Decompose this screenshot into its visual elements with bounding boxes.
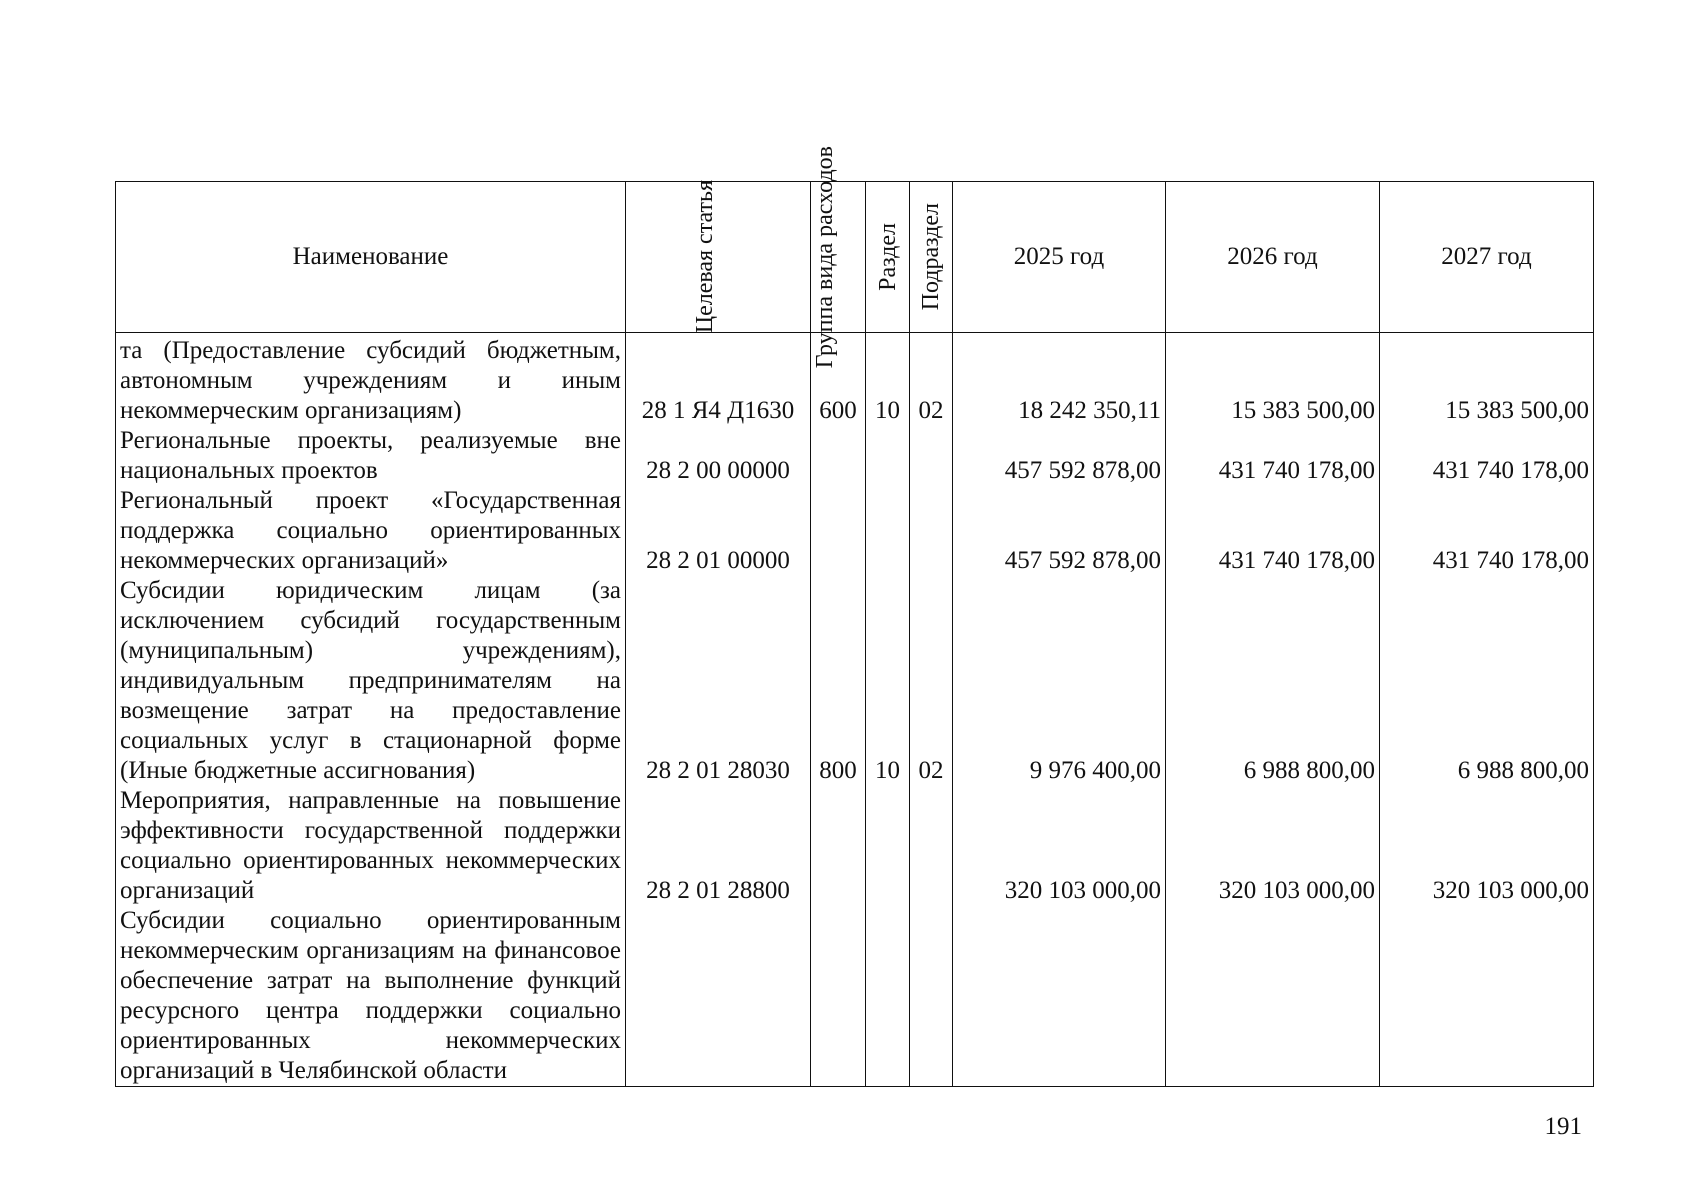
row-section bbox=[866, 426, 910, 486]
row-target-article: 28 2 01 28030 bbox=[626, 576, 811, 786]
row-target-article: 28 2 00 00000 bbox=[626, 426, 811, 486]
row-expense-group bbox=[811, 786, 866, 906]
row-section: 10 bbox=[866, 576, 910, 786]
row-subsection bbox=[910, 426, 953, 486]
row-section: 10 bbox=[866, 333, 910, 427]
header-target-article: Целевая статья bbox=[626, 182, 811, 333]
row-amount-2027: 6 988 800,00 bbox=[1380, 576, 1594, 786]
page-number: 191 bbox=[1544, 1113, 1582, 1140]
row-amount-2026: 6 988 800,00 bbox=[1166, 576, 1380, 786]
row-amount-2027: 15 383 500,00 bbox=[1380, 333, 1594, 427]
row-amount-2026: 15 383 500,00 bbox=[1166, 333, 1380, 427]
row-target-article: 28 2 01 00000 bbox=[626, 486, 811, 576]
row-amount-2025: 9 976 400,00 bbox=[953, 576, 1166, 786]
row-amount-2026: 431 740 178,00 bbox=[1166, 486, 1380, 576]
row-amount-2026: 431 740 178,00 bbox=[1166, 426, 1380, 486]
header-2026: 2026 год bbox=[1166, 182, 1380, 333]
row-amount-2027: 320 103 000,00 bbox=[1380, 786, 1594, 906]
row-amount-2025: 457 592 878,00 bbox=[953, 426, 1166, 486]
row-name: Региональные проекты, реализуемые вне национальных проектов bbox=[116, 426, 626, 486]
table-row bbox=[116, 906, 1594, 1087]
row-name: Субсидии социально ориентированным некоммерческим организациям на финансовое обеспечение затрат на выполнение функций ресурсного центра поддержки социально ориентированных некоммерческих организаций в Челябинской области bbox=[116, 906, 626, 1087]
row-name: Мероприятия, направленные на повышение эффективности государственной поддержки социально ориентированных некоммерческих организаций bbox=[116, 786, 626, 906]
row-section bbox=[866, 486, 910, 576]
row-subsection bbox=[910, 786, 953, 906]
table-row bbox=[116, 786, 1594, 906]
row-target-article: 28 1 Я4 Д1630 bbox=[626, 333, 811, 427]
row-subsection: 02 bbox=[910, 576, 953, 786]
row-amount-2026: 320 103 000,00 bbox=[1166, 786, 1380, 906]
table-row bbox=[116, 426, 1594, 486]
row-expense-group bbox=[811, 486, 866, 576]
row-amount-2027: 431 740 178,00 bbox=[1380, 426, 1594, 486]
header-2025: 2025 год bbox=[953, 182, 1166, 333]
row-expense-group bbox=[811, 906, 866, 1087]
table-header-row bbox=[116, 182, 1594, 333]
row-name: та (Предоставление субсидий бюджетным, автономным учреждениям и иным некоммерческим организациям) bbox=[116, 333, 626, 427]
row-amount-2025 bbox=[953, 906, 1166, 1087]
header-section: Раздел bbox=[866, 182, 910, 333]
row-target-article: 28 2 01 28800 bbox=[626, 786, 811, 906]
row-subsection bbox=[910, 906, 953, 1087]
row-amount-2027: 431 740 178,00 bbox=[1380, 486, 1594, 576]
row-section bbox=[866, 786, 910, 906]
row-amount-2027 bbox=[1380, 906, 1594, 1087]
row-expense-group: 800 bbox=[811, 576, 866, 786]
row-name: Субсидии юридическим лицам (за исключением субсидий государственным (муниципальным) учреждениям), индивидуальным предпринимателям на возмещение затрат на предоставление социальных услуг в стационарной форме (Иные бюджетные ассигнования) bbox=[116, 576, 626, 786]
row-amount-2026 bbox=[1166, 906, 1380, 1087]
header-subsection: Подраздел bbox=[910, 182, 953, 333]
table-row bbox=[116, 576, 1594, 786]
row-section bbox=[866, 906, 910, 1087]
row-expense-group bbox=[811, 426, 866, 486]
row-expense-group: 600 bbox=[811, 333, 866, 427]
row-name: Региональный проект «Государственная поддержка социально ориентированных некоммерческих организаций» bbox=[116, 486, 626, 576]
row-amount-2025: 18 242 350,11 bbox=[953, 333, 1166, 427]
row-subsection: 02 bbox=[910, 333, 953, 427]
row-amount-2025: 320 103 000,00 bbox=[953, 786, 1166, 906]
row-target-article bbox=[626, 906, 811, 1087]
header-name: Наименование bbox=[116, 182, 626, 333]
header-expense-group: Группа вида расходов bbox=[811, 182, 866, 333]
budget-table bbox=[115, 145, 1594, 1087]
row-amount-2025: 457 592 878,00 bbox=[953, 486, 1166, 576]
header-2027: 2027 год bbox=[1380, 182, 1594, 333]
table-row bbox=[116, 486, 1594, 576]
row-subsection bbox=[910, 486, 953, 576]
